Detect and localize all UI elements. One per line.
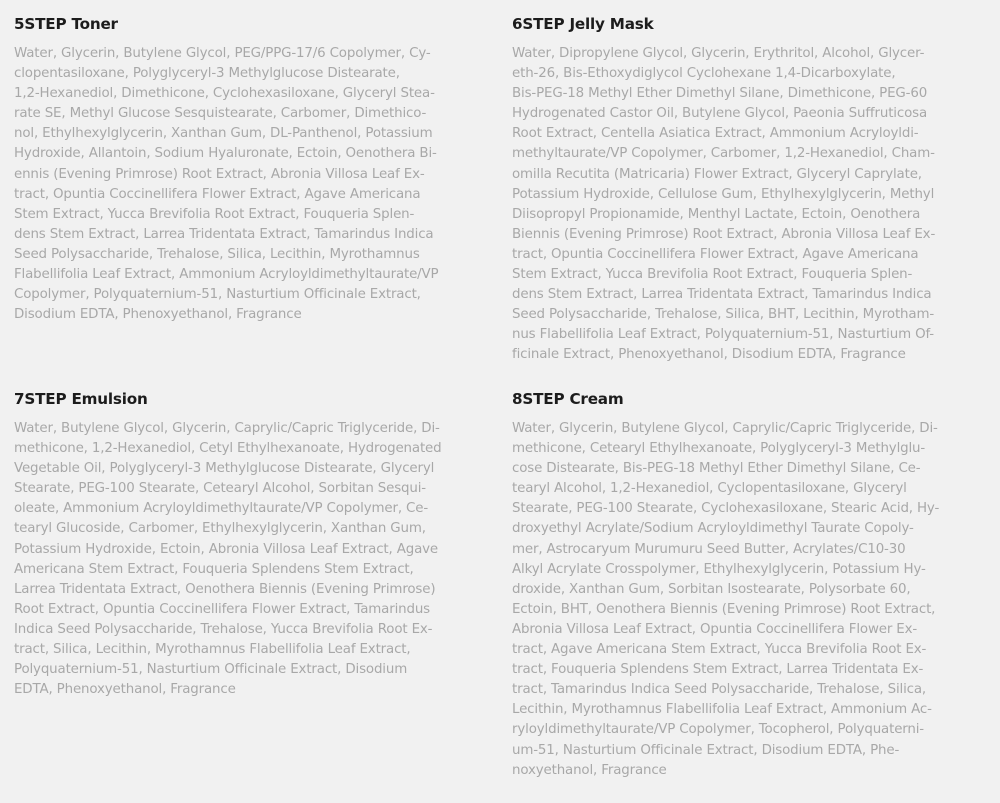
ingredient-line: tract, Fouqueria Splendens Stem Extract, Larrea Tridentata Ex-: [512, 662, 924, 678]
ingredient-line: Stearate, PEG-100 Stearate, Cyclohexasiloxane, Stearic Acid, Hy-: [512, 501, 940, 517]
ingredient-line: Stem Extract, Yucca Brevifolia Root Extract, Fouqueria Splen-: [14, 206, 415, 222]
ingredient-line: ennis (Evening Primrose) Root Extract, Abronia Villosa Leaf Ex-: [14, 166, 425, 182]
toner-section: [14, 13, 484, 325]
ingredient-list: [14, 44, 484, 325]
ingredient-line: oleate, Ammonium Acryloyldimethyltaurate/VP Copolymer, Ce-: [14, 501, 429, 517]
ingredient-line: Water, Glycerin, Butylene Glycol, PEG/PPG-17/6 Copolymer, Cy-: [14, 46, 431, 61]
ingredient-line: rate SE, Methyl Glucose Sesquistearate, Carbomer, Dimethico-: [14, 106, 427, 122]
ingredient-line: ficinale Extract, Phenoxyethanol, Disodium EDTA, Fragrance: [512, 347, 906, 363]
ingredient-line: mer, Astrocaryum Murumuru Seed Butter, Acrylates/C10-30: [512, 541, 906, 557]
ingredient-line: methyltaurate/VP Copolymer, Carbomer, 1,2-Hexanediol, Cham-: [512, 146, 935, 162]
ingredient-list: [512, 44, 982, 366]
ingredient-line: Polyquaternium-51, Nasturtium Officinale Extract, Disodium: [14, 662, 408, 678]
ingredient-line: Stearate, PEG-100 Stearate, Cetearyl Alcohol, Sorbitan Sesqui-: [14, 481, 426, 497]
jelly-mask-section: [512, 13, 982, 366]
ingredient-line: Bis-PEG-18 Methyl Ether Dimethyl Silane, Dimethicone, PEG-60: [512, 86, 928, 102]
ingredient-line: tract, Agave Americana Stem Extract, Yucca Brevifolia Root Ex-: [512, 642, 927, 658]
ingredient-line: eth-26, Bis-Ethoxydiglycol Cyclohexane 1,4-Dicarboxylate,: [512, 66, 896, 82]
section-title: 8STEP Cream: [512, 390, 624, 408]
emulsion-section: [14, 388, 484, 700]
ingredient-line: Water, Dipropylene Glycol, Glycerin, Erythritol, Alcohol, Glycer-: [512, 46, 925, 61]
ingredient-line: Abronia Villosa Leaf Extract, Opuntia Coccinellifera Flower Ex-: [512, 621, 918, 637]
ingredient-line: dens Stem Extract, Larrea Tridentata Extract, Tamarindus Indica: [14, 226, 434, 242]
section-title: 6STEP Jelly Mask: [512, 15, 654, 33]
ingredient-line: Biennis (Evening Primrose) Root Extract, Abronia Villosa Leaf Ex-: [512, 226, 936, 242]
ingredient-line: Larrea Tridentata Extract, Oenothera Biennis (Evening Primrose): [14, 581, 436, 597]
ingredient-line: tearyl Glucoside, Carbomer, Ethylhexylglycerin, Xanthan Gum,: [14, 521, 426, 537]
ingredient-line: tract, Silica, Lecithin, Myrothamnus Flabellifolia Leaf Extract,: [14, 642, 411, 658]
ingredient-line: Diisopropyl Propionamide, Menthyl Lactate, Ectoin, Oenothera: [512, 206, 921, 222]
ingredient-line: 1,2-Hexanediol, Dimethicone, Cyclohexasiloxane, Glyceryl Stea-: [14, 86, 435, 102]
ingredient-line: Vegetable Oil, Polyglyceryl-3 Methylglucose Distearate, Glyceryl: [14, 461, 435, 477]
ingredient-line: Potassium Hydroxide, Cellulose Gum, Ethylhexylglycerin, Methyl: [512, 186, 935, 202]
ingredient-line: Stem Extract, Yucca Brevifolia Root Extract, Fouqueria Splen-: [512, 267, 913, 283]
ingredient-line: EDTA, Phenoxyethanol, Fragrance: [14, 682, 236, 698]
ingredient-line: Hydroxide, Allantoin, Sodium Hyaluronate, Ectoin, Oenothera Bi-: [14, 146, 437, 162]
ingredient-line: Water, Glycerin, Butylene Glycol, Caprylic/Capric Triglyceride, Di-: [512, 421, 938, 436]
ingredient-line: Hydrogenated Castor Oil, Butylene Glycol, Paeonia Suffruticosa: [512, 106, 927, 122]
ingredient-line: Potassium Hydroxide, Ectoin, Abronia Villosa Leaf Extract, Agave: [14, 541, 439, 557]
ingredient-line: droxide, Xanthan Gum, Sorbitan Isostearate, Polysorbate 60,: [512, 581, 911, 597]
ingredient-line: tearyl Alcohol, 1,2-Hexanediol, Cyclopentasiloxane, Glyceryl: [512, 481, 907, 497]
ingredient-line: droxyethyl Acrylate/Sodium Acryloyldimethyl Taurate Copoly-: [512, 521, 914, 537]
ingredient-line: Root Extract, Centella Asiatica Extract, Ammonium Acryloyldi-: [512, 126, 919, 142]
ingredient-line: clopentasiloxane, Polyglyceryl-3 Methylglucose Distearate,: [14, 66, 400, 82]
ingredient-line: Flabellifolia Leaf Extract, Ammonium Acryloyldimethyltaurate/VP: [14, 267, 439, 283]
cream-section: [512, 388, 982, 781]
ingredient-line: um-51, Nasturtium Officinale Extract, Disodium EDTA, Phe-: [512, 742, 900, 758]
ingredient-line: Ectoin, BHT, Oenothera Biennis (Evening Primrose) Root Extract,: [512, 601, 936, 617]
ingredient-line: cose Distearate, Bis-PEG-18 Methyl Ether Dimethyl Silane, Ce-: [512, 461, 921, 477]
ingredient-line: noxyethanol, Fragrance: [512, 762, 667, 778]
ingredient-line: nus Flabellifolia Leaf Extract, Polyquaternium-51, Nasturtium Of-: [512, 327, 934, 343]
ingredient-line: Water, Butylene Glycol, Glycerin, Caprylic/Capric Triglyceride, Di-: [14, 421, 440, 436]
ingredient-list: [14, 419, 484, 700]
ingredient-list: [512, 419, 982, 781]
ingredient-line: tract, Opuntia Coccinellifera Flower Extract, Agave Americana: [512, 246, 919, 262]
ingredient-line: tract, Opuntia Coccinellifera Flower Extract, Agave Americana: [14, 186, 421, 202]
ingredient-line: omilla Recutita (Matricaria) Flower Extract, Glyceryl Caprylate,: [512, 166, 922, 182]
section-title: 5STEP Toner: [14, 15, 118, 33]
ingredient-line: tract, Tamarindus Indica Seed Polysaccharide, Trehalose, Silica,: [512, 682, 927, 698]
ingredient-line: dens Stem Extract, Larrea Tridentata Extract, Tamarindus Indica: [512, 287, 932, 303]
ingredient-line: Alkyl Acrylate Crosspolymer, Ethylhexylglycerin, Potassium Hy-: [512, 561, 926, 577]
ingredient-line: ryloyldimethyltaurate/VP Copolymer, Tocopherol, Polyquaterni-: [512, 722, 924, 738]
ingredient-line: Seed Polysaccharide, Trehalose, Silica, BHT, Lecithin, Myrotham-: [512, 307, 935, 323]
ingredient-line: Lecithin, Myrothamnus Flabellifolia Leaf Extract, Ammonium Ac-: [512, 702, 932, 718]
ingredient-line: Root Extract, Opuntia Coccinellifera Flower Extract, Tamarindus: [14, 601, 430, 617]
ingredient-line: methicone, 1,2-Hexanediol, Cetyl Ethylhexanoate, Hydrogenated: [14, 441, 442, 457]
ingredient-line: nol, Ethylhexylglycerin, Xanthan Gum, DL-Panthenol, Potassium: [14, 126, 433, 142]
ingredient-line: Disodium EDTA, Phenoxyethanol, Fragrance: [14, 307, 302, 323]
ingredient-line: Indica Seed Polysaccharide, Trehalose, Yucca Brevifolia Root Ex-: [14, 621, 433, 637]
section-title: 7STEP Emulsion: [14, 390, 148, 408]
ingredient-line: Americana Stem Extract, Fouqueria Splendens Stem Extract,: [14, 561, 414, 577]
ingredient-line: Seed Polysaccharide, Trehalose, Silica, Lecithin, Myrothamnus: [14, 246, 420, 262]
ingredient-line: Copolymer, Polyquaternium-51, Nasturtium Officinale Extract,: [14, 287, 421, 303]
ingredient-line: methicone, Cetearyl Ethylhexanoate, Polyglyceryl-3 Methylglu-: [512, 441, 926, 457]
